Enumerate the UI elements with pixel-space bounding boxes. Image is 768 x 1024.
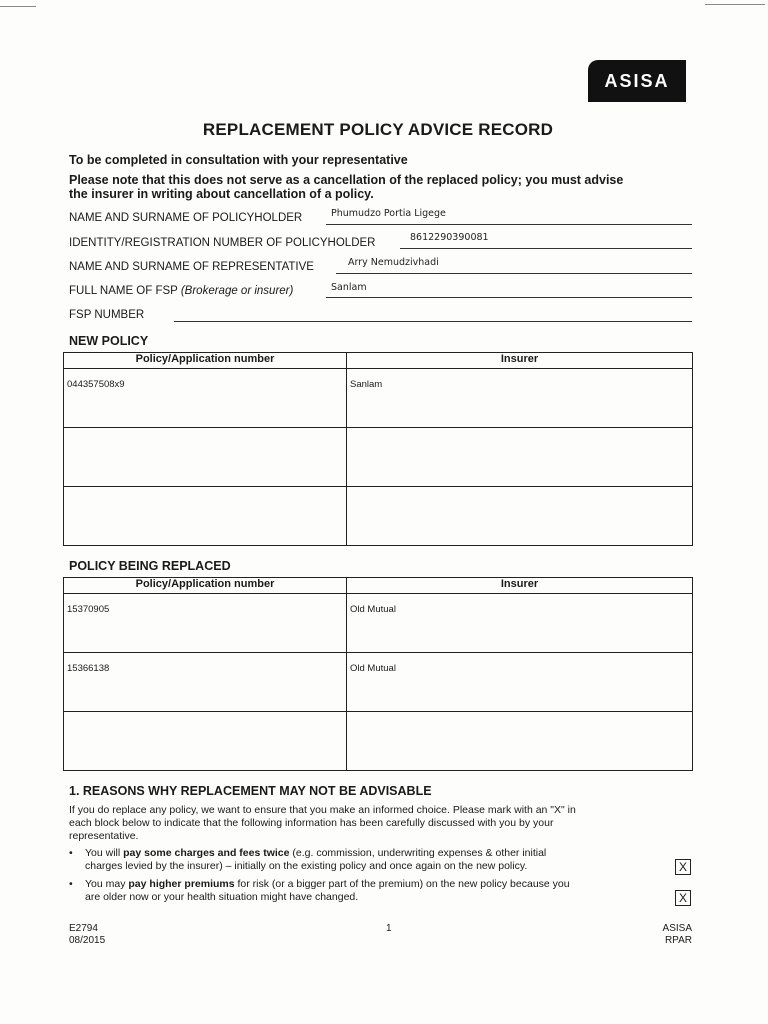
reason-text: for risk (or a bigger part of the premium) on the new policy because you xyxy=(234,878,570,890)
reason-text: You may xyxy=(85,878,129,890)
policyholder-label: NAME AND SURNAME OF POLICYHOLDER xyxy=(69,212,303,224)
replaced-policy-insurer xyxy=(347,712,692,722)
table-row xyxy=(64,487,693,546)
replaced-policy-insurer-cell[interactable] xyxy=(347,594,693,653)
table-row xyxy=(64,712,693,771)
footer-right xyxy=(648,923,692,947)
premiums-checkbox[interactable]: X xyxy=(675,890,691,906)
table-row xyxy=(64,369,693,428)
fsp-name-value: Sanlam xyxy=(331,282,367,293)
replaced-policy-number-cell[interactable] xyxy=(64,653,347,712)
new-policy-insurer xyxy=(347,487,692,497)
reason-bullet-premiums-line-2: are older now or your health situation might have changed. xyxy=(85,891,359,903)
new-policy-insurer-cell[interactable] xyxy=(347,487,693,546)
fsp-name-label-hint: (Brokerage or insurer) xyxy=(180,285,294,297)
reasons-paragraph-line-1: If you do replace any policy, we want to ensure that you make an informed choice. Please mark with an "X" in xyxy=(69,804,576,816)
policyholder-field[interactable] xyxy=(326,224,692,225)
reasons-paragraph-line-3: representative. xyxy=(69,830,139,842)
replaced-policy-number xyxy=(64,712,346,722)
table-row xyxy=(64,428,693,487)
new-policy-insurer xyxy=(347,428,692,438)
reason-emphasis: pay higher premiums xyxy=(128,878,235,890)
table-row xyxy=(64,594,693,653)
reasons-heading: 1. REASONS WHY REPLACEMENT MAY NOT BE ADVISABLE xyxy=(69,784,432,798)
replaced-policy-number-cell[interactable] xyxy=(64,712,347,771)
table-row xyxy=(64,653,693,712)
page-title: REPLACEMENT POLICY ADVICE RECORD xyxy=(202,120,554,139)
id-number-value: 8612290390081 xyxy=(410,232,489,243)
reasons-paragraph xyxy=(69,804,699,843)
new-policy-insurer-cell[interactable] xyxy=(347,369,693,428)
footer-form-name: RPAR xyxy=(664,935,692,946)
new-policy-insurer-cell[interactable] xyxy=(347,428,693,487)
form-date: 08/2015 xyxy=(69,935,106,946)
reasons-paragraph-line-2: each block below to indicate that the following information has been carefully discussed with you by your xyxy=(69,817,554,829)
charges-checkbox[interactable]: X xyxy=(675,859,691,875)
new-policy-col-number: Policy/Application number xyxy=(64,353,347,369)
policyholder-value: Phumudzo Portia Ligege xyxy=(331,208,446,219)
intro-line-2: Please note that this does not serve as a cancellation of the replaced policy; you must advise xyxy=(69,173,624,187)
new-policy-number-cell[interactable] xyxy=(64,428,347,487)
reason-emphasis: pay some charges and fees twice xyxy=(123,847,290,859)
replaced-policy-insurer-cell[interactable] xyxy=(347,712,693,771)
new-policy-number xyxy=(64,428,346,438)
asisa-logo: ASISA xyxy=(588,60,686,102)
replaced-policy-insurer-cell[interactable] xyxy=(347,653,693,712)
reason-bullet-premiums-line-1 xyxy=(85,878,649,891)
replaced-policy-insurer: Old Mutual xyxy=(350,604,396,615)
fsp-number-label: FSP NUMBER xyxy=(69,309,145,321)
replaced-policy-number-cell[interactable] xyxy=(64,594,347,653)
footer-org: ASISA xyxy=(662,923,692,934)
id-number-label: IDENTITY/REGISTRATION NUMBER OF POLICYHOLDER xyxy=(69,237,376,249)
intro-line-3: the insurer in writing about cancellation of a policy. xyxy=(69,187,374,201)
page-number: 1 xyxy=(386,923,392,934)
reason-bullet-premiums xyxy=(69,878,649,904)
fsp-number-field[interactable] xyxy=(174,321,692,322)
fsp-name-label xyxy=(69,285,293,297)
id-number-field[interactable] xyxy=(400,248,692,249)
form-code: E2794 xyxy=(69,923,98,934)
reason-text: (e.g. commission, underwriting expenses & other initial xyxy=(289,847,547,859)
bullet-dot-icon: • xyxy=(69,847,73,859)
new-policy-number-cell[interactable] xyxy=(64,487,347,546)
replaced-policy-table xyxy=(63,577,693,771)
reason-text: You will xyxy=(85,847,124,859)
footer-left xyxy=(69,923,105,947)
replaced-policy-col-insurer: Insurer xyxy=(347,578,693,594)
scan-edge-mark xyxy=(0,6,36,7)
representative-field[interactable] xyxy=(336,273,692,274)
new-policy-insurer: Sanlam xyxy=(350,379,383,390)
scan-edge-mark xyxy=(705,4,765,5)
intro-line-1: To be completed in consultation with your representative xyxy=(69,153,408,167)
bullet-dot-icon: • xyxy=(69,878,73,890)
reason-bullet-charges-line-2: charges levied by the insurer) – initially on the existing policy and once again on the new policy. xyxy=(85,860,528,872)
replaced-policy-number: 15366138 xyxy=(67,663,110,674)
representative-value: Arry Nemudzivhadi xyxy=(348,257,439,268)
new-policy-number xyxy=(64,487,346,497)
fsp-name-label-text: FULL NAME OF FSP xyxy=(69,285,178,297)
replaced-policy-heading: POLICY BEING REPLACED xyxy=(69,559,231,573)
new-policy-number-cell[interactable] xyxy=(64,369,347,428)
new-policy-heading: NEW POLICY xyxy=(69,334,149,348)
representative-label: NAME AND SURNAME OF REPRESENTATIVE xyxy=(69,261,314,273)
new-policy-col-insurer: Insurer xyxy=(347,353,693,369)
new-policy-table xyxy=(63,352,693,546)
new-policy-number: 044357508x9 xyxy=(67,379,125,390)
replaced-policy-insurer: Old Mutual xyxy=(350,663,396,674)
fsp-name-field[interactable] xyxy=(326,297,692,298)
replaced-policy-col-number: Policy/Application number xyxy=(64,578,347,594)
reason-bullet-charges-line-1 xyxy=(85,847,649,860)
replaced-policy-number: 15370905 xyxy=(67,604,110,615)
reason-bullet-charges xyxy=(69,847,649,873)
